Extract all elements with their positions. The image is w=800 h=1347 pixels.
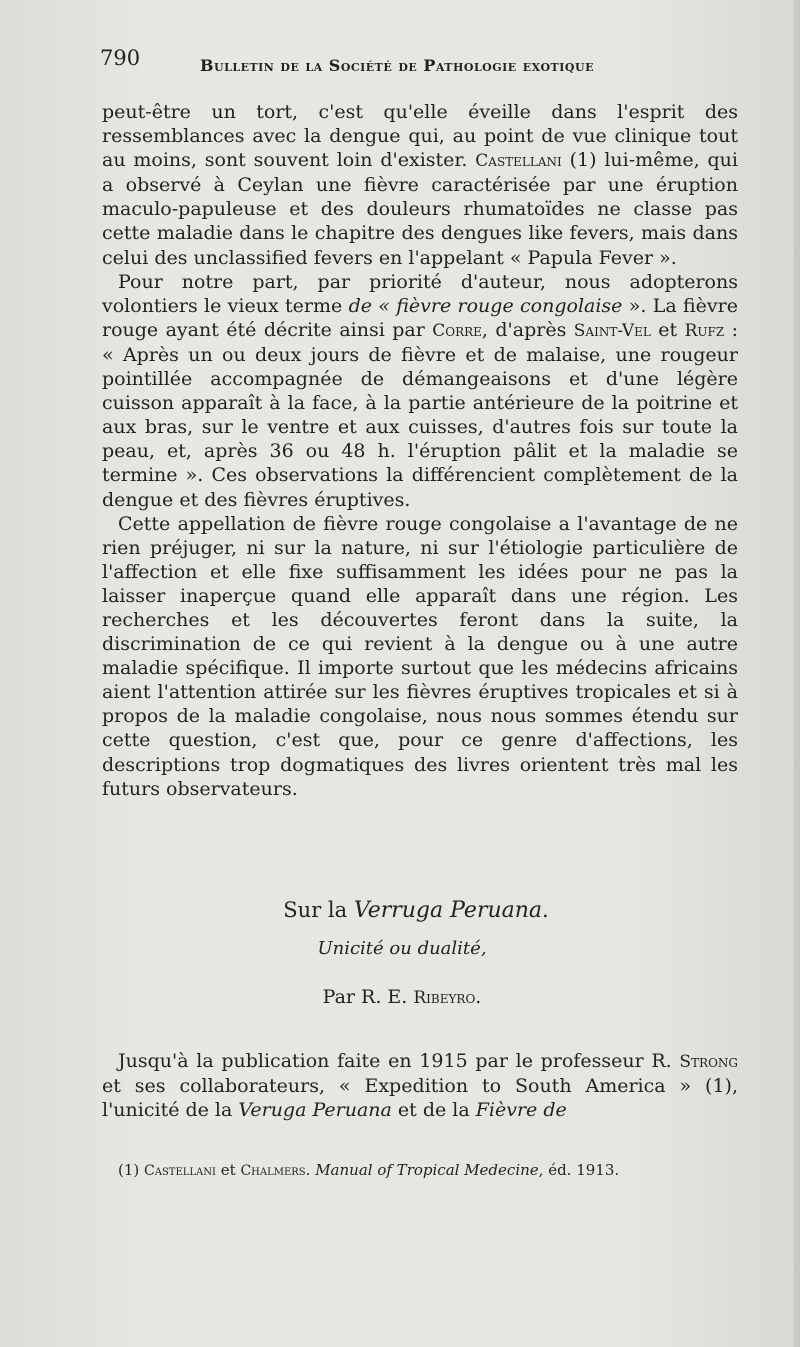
text-run: Jusqu'à la publication faite en 1915 par le professeur R.	[118, 1050, 680, 1072]
author-prefix: Par R. E.	[322, 986, 414, 1008]
footnote-marker: (1)	[118, 1161, 145, 1179]
author-suffix: .	[475, 986, 482, 1008]
continued-article-text	[102, 100, 738, 801]
title-prefix: Sur la	[283, 898, 354, 922]
text-run: et de la	[391, 1099, 476, 1122]
author-name: Ribeyro	[413, 988, 476, 1008]
article-author	[0, 986, 800, 1008]
page-edge-shadow	[794, 0, 800, 1347]
footnote	[102, 1160, 738, 1181]
article-body	[102, 1049, 738, 1122]
text-run: et	[650, 318, 685, 341]
text-run: Pour notre part, par priorité d'auteur, nous adopterons volontiers le vieux terme	[102, 270, 738, 317]
running-title: Bulletin de la Société de Pathologie exotique	[200, 56, 594, 75]
article-paragraph-1	[102, 1049, 738, 1122]
text-run: , éd. 1913.	[538, 1161, 620, 1179]
author-name: Saint-Vel	[573, 320, 651, 341]
text-run: ». La fièvre rouge ayant été décrite ainsi par	[102, 294, 738, 341]
author-name: Castellani	[475, 151, 562, 172]
paragraph-2	[102, 270, 738, 512]
text-run: et ses collaborateurs, « Expedition to South America » (1), l'unicité de la	[102, 1075, 738, 1122]
italic-term: de « fièvre rouge congolaise	[348, 294, 623, 317]
author-name: Chalmers	[240, 1163, 306, 1179]
paragraph-3: Cette appellation de fièvre rouge congolaise a l'avantage de ne rien préjuger, ni sur la nature, ni sur l'étiologie particulière de l'affection et elle fixe suffisamment les idées pour ne pas la laisser inaperçue quand elle apparaît dans une région. Les recherches et les découvertes feront dans la suite, la discrimination de ce qui revient à la dengue ou à une autre maladie spécifique. Il importe surtout que les médecins africains aient l'attention attirée sur les fièvres éruptives tropicales et si à propos de la maladie congolaise, nous nous sommes étendu sur cette question, c'est que, pour ce genre d'affections, les descriptions trop dogmatiques des livres orientent très mal les futurs observateurs.	[102, 512, 738, 800]
article-title	[0, 898, 800, 923]
text-run: : « Après un ou deux jours de fièvre et de malaise, une rougeur pointillée accompagnée de démangeaisons et d'une légère cuisson apparaît à la face, à la partie antérieure de la poitrine et aux bras, sur le ventre et aux cuisses, d'autres fois sur toute la peau, et, après 36 ou 48 h. l'éruption pâlit et la maladie se termine ». Ces observations la différencient complètement de la dengue et des fièvres éruptives.	[102, 318, 738, 511]
page-header	[100, 46, 800, 86]
article-subtitle: Unicité ou dualité,	[317, 938, 487, 959]
text-run: , d'après	[481, 318, 574, 341]
page-number: 790	[100, 46, 141, 70]
author-name: Strong	[679, 1052, 738, 1072]
work-title: Manual of Tropical Medecine	[315, 1161, 539, 1179]
text-run: peut-être un tort, c'est qu'elle éveille dans l'esprit des ressemblances avec la dengue qui, au point de vue clinique tout au moins, sont souvent loin d'exister.	[102, 101, 738, 172]
italic-term: Veruga Peruana	[238, 1099, 392, 1122]
text-run: et	[215, 1161, 241, 1179]
text-run: .	[305, 1161, 316, 1179]
paragraph-1	[102, 100, 738, 270]
author-name: Castellani	[144, 1163, 216, 1179]
title-suffix: .	[542, 898, 549, 922]
author-name: Rufz	[684, 320, 725, 341]
title-italic: Verruga Peruana	[353, 898, 543, 923]
italic-term: Fièvre de	[475, 1099, 567, 1122]
author-name: Corre	[432, 320, 482, 341]
text-run: (1) lui-même, qui a observé à Ceylan une fièvre caractérisée par une éruption maculo-papuleuse et des douleurs rhumatoïdes ne classe pas cette maladie dans le chapitre des dengues like fevers, mais dans celui des unclassified fevers en l'appelant « Papula Fever ».	[102, 149, 738, 269]
